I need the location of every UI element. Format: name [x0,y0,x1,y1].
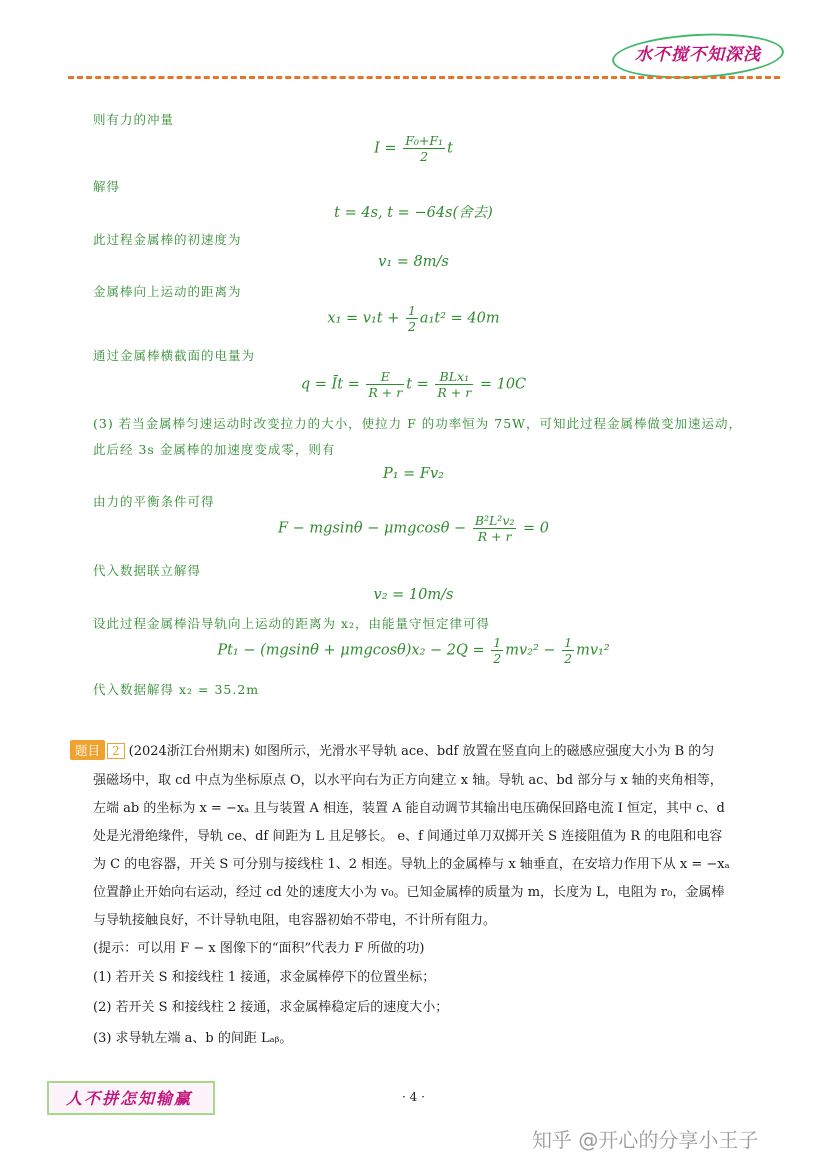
question-part-1: (1) 若开关 S 和接线柱 1 接通，求金属棒停下的位置坐标； [93,970,436,985]
solution-line-4: 金属棒向上运动的距离为 [93,284,242,299]
formula-distance-fraction [406,303,418,334]
formula-impulse [0,133,827,164]
formula-distance-b: a₁t² = 40m [419,310,500,327]
fraction-numerator: B²L²v₂ [474,513,515,528]
question-number: 2 [107,743,125,759]
question-line-1 [70,740,714,760]
question-tag: 题目 [70,740,105,760]
formula-energy-fraction-2 [562,635,574,666]
fraction-numerator: 1 [493,635,502,650]
question-text: (2024浙江台州期末) 如图所示，光滑水平导轨 ace、bdf 放置在竖直向上的磁感应强度大小为 B 的匀 [128,744,715,759]
formula-energy-a: Pt₁ − (mgsinθ + μmgcosθ)x₂ − 2Q = [217,642,490,659]
fraction-numerator: 1 [407,303,416,318]
question-line-2: 强磁场中，取 cd 中点为坐标原点 O，以水平向右为正方向建立 x 轴。导轨 ac、bd 部分与 x 轴的夹角相等， [93,773,723,788]
question-line-6: 位置静止开始向右运动，经过 cd 处的速度大小为 v₀。已知金属棒的质量为 m，长度为 L，电阻为 r₀，金属棒 [93,885,725,900]
solution-line-3: 此过程金属棒的初速度为 [93,232,242,247]
formula-initial-velocity: v₁ = 8m/s [378,254,449,270]
formula-charge-fraction-2 [435,369,473,400]
question-line-5: 为 C 的电容器，开关 S 可分别与接线柱 1、2 相连。导轨上的金属棒与 x 轴垂直，在安培力作用下从 x = −xₐ [93,857,730,872]
fraction-numerator: 1 [564,635,573,650]
formula-final-velocity: v₂ = 10m/s [373,587,454,603]
fraction-denominator: R + r [437,385,472,400]
solution-line-9: 代入数据联立解得 [93,563,202,578]
solution-line-2: 解得 [93,179,121,194]
formula-impulse-tail: t [447,140,453,157]
question-part-2: (2) 若开关 S 和接线柱 2 接通，求金属棒稳定后的速度大小； [93,1000,449,1015]
fraction-numerator: F₀+F₁ [405,133,444,148]
formula-force-balance-b: = 0 [518,520,549,537]
solution-line-11: 代入数据解得 x₂ = 35.2m [93,682,260,697]
formula-energy-c: mv₁² [576,642,610,659]
fraction-numerator: BLx₁ [435,369,473,385]
fraction-denominator: 2 [420,149,429,164]
footer-motto: 人不拼怎知输赢 [65,1089,192,1108]
formula-force-balance [0,513,827,544]
formula-energy-b: mv₂² − [505,642,561,659]
question-part-3: (3) 求导轨左端 a、b 的间距 Lₐᵦ。 [93,1031,293,1046]
solution-line-5: 通过金属棒横截面的电量为 [93,348,256,363]
header-divider [68,76,780,79]
question-line-4: 处是光滑绝缘件，导轨 ce、df 间距为 L 且足够长。 e、f 间通过单刀双掷开关 S 连接阻值为 R 的电阻和电容 [93,829,723,844]
formula-distance [0,303,827,334]
question-line-8: (提示：可以用 F − x 图像下的“面积”代表力 F 所做的功) [93,941,425,956]
solution-line-8: 由力的平衡条件可得 [93,494,215,509]
formula-distance-a: x₁ = v₁t + [327,310,404,327]
solution-line-6: (3) 若当金属棒匀速运动时改变拉力的大小，使拉力 F 的功率恒为 75W，可知此过程金属棒做变加速运动， [93,416,743,431]
solution-line-7: 此后经 3s 金属棒的加速度变成零，则有 [93,442,336,457]
watermark: 知乎 @开心的分享小王子 [532,1128,759,1152]
fraction-numerator: E [366,369,404,385]
fraction-denominator: R + r [477,529,512,544]
page-number: · 4 · [402,1090,425,1104]
formula-charge-b: t = [406,376,434,393]
question-line-7: 与导轨接触良好，不计导轨电阻，电容器初始不带电，不计所有阻力。 [93,913,497,928]
formula-force-balance-fraction [473,513,517,544]
fraction-denominator: 2 [493,651,502,666]
question-line-3: 左端 ab 的坐标为 x = −xₐ 且与装置 A 相连，装置 A 能自动调节其输出电压确保回路电流 I 恒定，其中 c、d [93,801,725,816]
formula-energy-fraction-1 [491,635,503,666]
formula-time: t = 4s, t = −64s(舍去) [334,205,493,221]
formula-energy [0,635,827,666]
formula-charge-a: q = Īt = [300,376,365,393]
header-slogan: 水不搅不知深浅 [635,45,761,65]
solution-line-1: 则有力的冲量 [93,112,175,127]
solution-line-10: 设此过程金属棒沿导轨向上运动的距离为 x₂，由能量守恒定律可得 [93,616,491,631]
fraction-denominator: 2 [564,651,573,666]
formula-charge [0,369,827,400]
fraction-denominator: 2 [407,319,416,334]
formula-power: P₁ = Fv₂ [382,466,444,482]
formula-impulse-lhs: I = [374,140,402,157]
formula-impulse-fraction [403,133,445,164]
formula-charge-fraction-1 [366,369,404,400]
formula-charge-c: = 10C [475,376,527,393]
fraction-denominator: R + r [368,385,403,400]
formula-force-balance-a: F − mgsinθ − μmgcosθ − [277,520,471,537]
